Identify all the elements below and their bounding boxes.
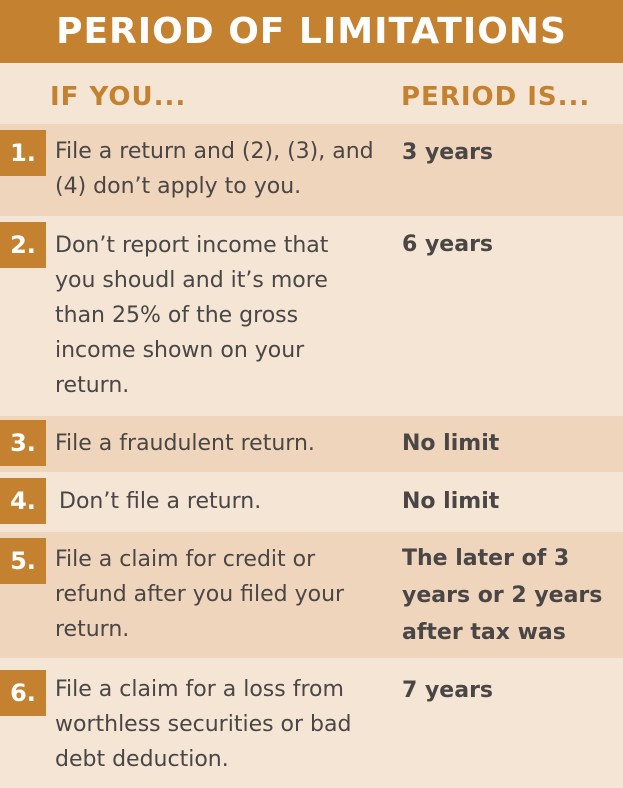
row-number-badge: 1. <box>0 130 46 176</box>
row-description: File a claim for credit or refund after you filed your return. <box>55 547 345 642</box>
row-description: File a return and (2), (3), and (4) don’t apply to you. <box>55 139 374 199</box>
table-row-6 <box>0 658 623 788</box>
row-description: Don’t report income that you shoudl and it’s more than 25% of the gross income shown on your return. <box>55 233 329 398</box>
table-row-5 <box>0 532 623 658</box>
row-number-badge: 2. <box>0 222 46 268</box>
row-number-badge: 4. <box>0 478 46 524</box>
column-header-if-you: IF YOU... <box>50 82 187 112</box>
row-period: 6 years <box>402 232 494 257</box>
row-period: 7 years <box>402 678 494 703</box>
table-row-4 <box>0 472 623 532</box>
page-title: PERIOD OF LIMITATIONS <box>56 11 567 52</box>
row-period: No limit <box>402 431 500 456</box>
title-bar <box>0 0 623 63</box>
table-row-3 <box>0 416 623 472</box>
row-number-badge: 6. <box>0 670 46 716</box>
row-period: The later of 3 years or 2 years after tax was <box>402 546 603 645</box>
row-description: File a claim for a loss from worthless securities or bad debt deduction. <box>55 677 352 772</box>
row-number-badge: 3. <box>0 420 46 466</box>
row-description: Don’t file a return. <box>59 489 262 514</box>
table-row-1 <box>0 124 623 216</box>
table-row-2 <box>0 216 623 416</box>
row-period: No limit <box>402 489 500 514</box>
row-number-badge: 5. <box>0 538 46 584</box>
row-period: 3 years <box>402 140 494 165</box>
row-description: File a fraudulent return. <box>55 431 315 456</box>
column-header-period: PERIOD IS... <box>401 82 591 112</box>
